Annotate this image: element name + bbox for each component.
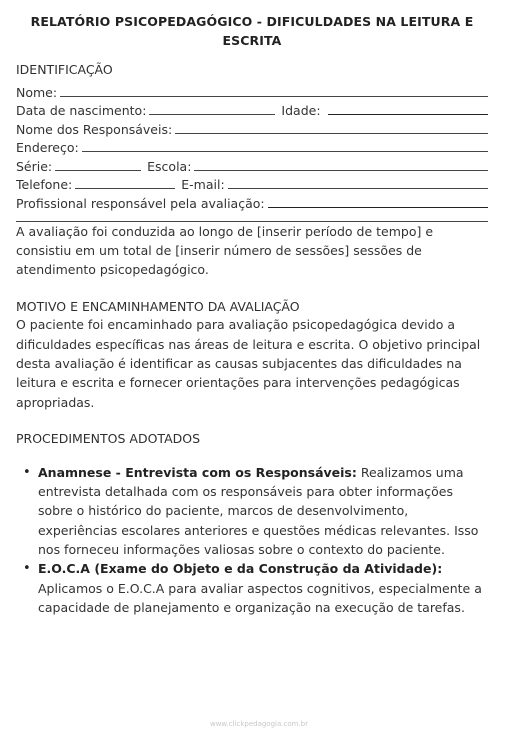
procedure-text: Aplicamos o E.O.C.A para avaliar aspectos cognitivos, especialmente a capacidade de planejamento e organização na execução de tarefas. xyxy=(38,580,482,615)
list-item xyxy=(16,463,488,559)
phone-email-row xyxy=(16,174,488,193)
guardians-label: Nome dos Responsáveis: xyxy=(16,121,173,137)
grade-school-row xyxy=(16,155,488,174)
bullet-icon: • xyxy=(23,561,31,577)
name-label: Nome: xyxy=(16,84,58,100)
procedures-list xyxy=(16,463,488,617)
procedure-text: Realizamos uma entrevista detalhada com os responsáveis para obter informações sobre o histórico do paciente, marcos de desenvolvimento, experiências escolares anteriores e questões médicas relevantes. Isso nos forneceu informações valiosas sobre o contexto do paciente. xyxy=(38,464,479,558)
phone-field[interactable] xyxy=(75,188,175,189)
email-label: E-mail: xyxy=(181,177,225,192)
professional-label: Profissional responsável pela avaliação: xyxy=(16,195,265,211)
motive-paragraph: O paciente foi encaminhado para avaliação psicopedagógica devido a dificuldades específicas nas áreas de leitura e escrita. O objetivo principal desta avaliação é identificar as causas subjacentes das dificuldades na leitura e escrita e fornecer orientações para intervenções pedagógicas apropriadas. xyxy=(16,317,481,410)
email-field[interactable] xyxy=(228,188,488,189)
birth-age-row xyxy=(16,100,488,119)
address-label: Endereço: xyxy=(16,140,79,155)
report-page xyxy=(16,12,488,617)
identification-heading: IDENTIFICAÇÃO xyxy=(16,62,113,77)
professional-row xyxy=(16,192,488,211)
school-field[interactable] xyxy=(194,170,488,171)
name-field[interactable] xyxy=(60,96,488,97)
footer-url: www.clickpedagogia.com.br xyxy=(209,720,308,728)
age-field[interactable] xyxy=(328,114,488,115)
school-label: Escola: xyxy=(147,158,192,174)
report-title: RELATÓRIO PSICOPEDAGÓGICO - DIFICULDADES NA LEITURA E ESCRITA xyxy=(30,14,474,48)
intro-paragraph: A avaliação foi conduzida ao longo de [inserir período de tempo] e consistiu em um total de [inserir número de sessões] sessões de atendimento psicopedagógico. xyxy=(16,223,434,278)
age-label: Idade: xyxy=(281,103,321,118)
birth-label: Data de nascimento: xyxy=(16,103,147,118)
professional-field[interactable] xyxy=(268,207,488,208)
address-field[interactable] xyxy=(82,151,488,152)
guardians-field[interactable] xyxy=(175,133,488,134)
name-row xyxy=(16,81,488,100)
procedure-title: Anamnese - Entrevista com os Responsáveis: xyxy=(38,464,357,480)
phone-label: Telefone: xyxy=(16,177,73,192)
guardians-row xyxy=(16,118,488,137)
birth-field[interactable] xyxy=(149,114,275,115)
grade-label: Série: xyxy=(16,158,53,174)
procedure-title: E.O.C.A (Exame do Objeto e da Construção da Atividade): xyxy=(38,561,443,577)
procedures-heading: PROCEDIMENTOS ADOTADOS xyxy=(16,430,201,446)
bullet-icon: • xyxy=(23,464,31,480)
grade-field[interactable] xyxy=(55,170,141,171)
identification-form xyxy=(16,81,488,222)
list-item xyxy=(16,559,488,617)
motive-heading: MOTIVO E ENCAMINHAMENTO DA AVALIAÇÃO xyxy=(16,299,300,315)
address-row xyxy=(16,137,488,156)
